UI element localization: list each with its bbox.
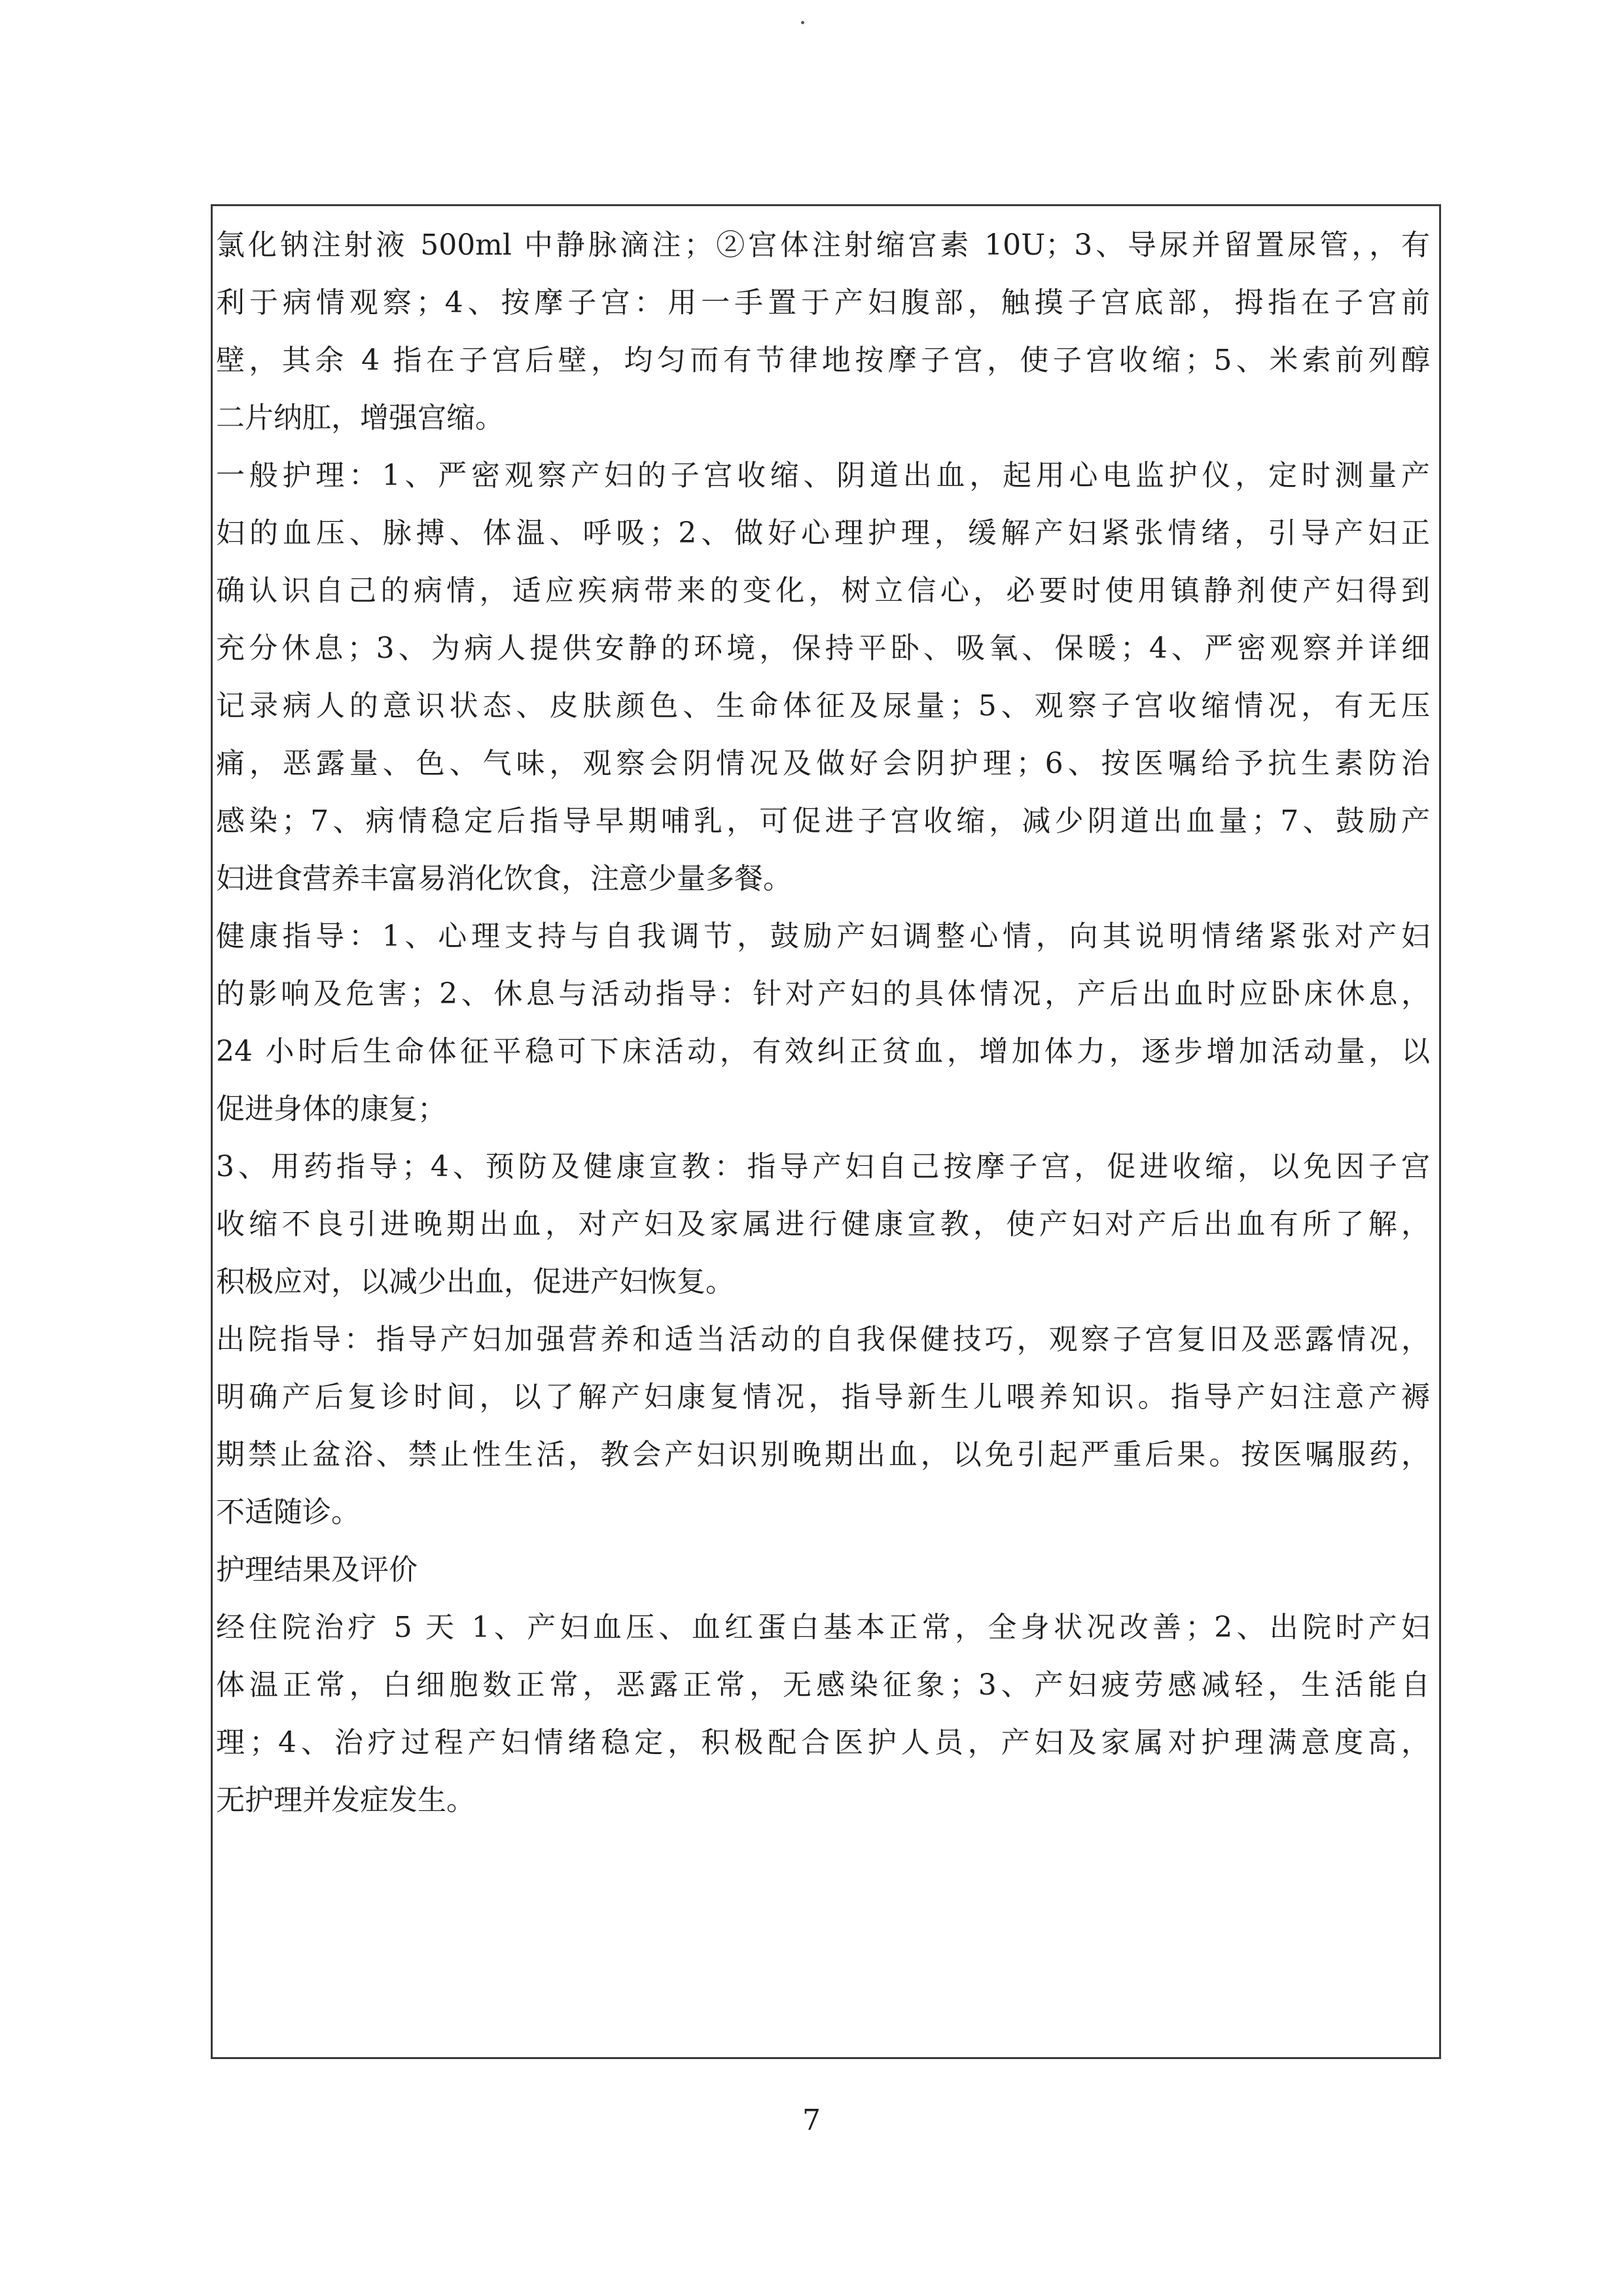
general-care-line: 一般护理：1、严密观察产妇的子宫收缩、阴道出血，起用心电监护仪，定时测量产 — [216, 459, 1430, 492]
text-line: 感染；7、病情稳定后指导早期哺乳，可促进子宫收缩，减少阴道出血量；7、鼓励产 — [216, 804, 1430, 838]
text-line: 促进身体的康复； — [216, 1092, 446, 1126]
text-line: 经住院治疗 5 天 1、产妇血压、血红蛋白基本正常，全身状况改善；2、出院时产妇 — [216, 1611, 1430, 1644]
text-line: 3、用药指导；4、预防及健康宣教：指导产妇自己按摩子宫，促进收缩，以免因子宫 — [216, 1150, 1430, 1183]
text-line: 明确产后复诊时间，以了解产妇康复情况，指导新生儿喂养知识。指导产妇注意产褥 — [216, 1380, 1430, 1414]
text-line: 体温正常，白细胞数正常，恶露正常，无感染征象；3、产妇疲劳感减轻，生活能自 — [216, 1668, 1430, 1702]
text-line: 不适随诊。 — [216, 1496, 360, 1529]
text-line: 二片纳肛，增强宫缩。 — [216, 401, 504, 435]
text-line: 无护理并发症发生。 — [216, 1784, 475, 1817]
text-line: 充分休息；3、为病人提供安静的环境，保持平卧、吸氧、保暖；4、严密观察并详细 — [216, 632, 1430, 665]
page-number: 7 — [802, 2104, 821, 2137]
text-line: 痛，恶露量、色、气味，观察会阴情况及做好会阴护理；6、按医嘱给予抗生素防治 — [216, 747, 1430, 780]
text-line: 期禁止盆浴、禁止性生活，教会产妇识别晚期出血，以免引起严重后果。按医嘱服药， — [216, 1438, 1430, 1471]
text-line: 积极应对，以减少出血，促进产妇恢复。 — [216, 1265, 734, 1299]
text-line: 理；4、治疗过程产妇情绪稳定，积极配合医护人员，产妇及家属对护理满意度高， — [216, 1726, 1430, 1759]
document-body — [216, 217, 1430, 1829]
text-line: 氯化钠注射液 500ml 中静脉滴注；②宫体注射缩宫素 10U；3、导尿并留置尿管，，有 — [216, 228, 1430, 262]
section-heading: 护理结果及评价 — [216, 1553, 418, 1587]
scan-speck — [801, 21, 804, 24]
text-line: 的影响及危害；2、休息与活动指导：针对产妇的具体情况，产后出血时应卧床休息， — [216, 977, 1430, 1011]
discharge-guidance-line: 出院指导：指导产妇加强营养和适当活动的自我保健技巧，观察子宫复旧及恶露情况， — [216, 1323, 1430, 1356]
text-line: 利于病情观察；4、按摩子宫：用一手置于产妇腹部，触摸子宫底部，拇指在子宫前 — [216, 286, 1430, 319]
text-line: 妇的血压、脉搏、体温、呼吸；2、做好心理护理，缓解产妇紧张情绪，引导产妇正 — [216, 516, 1430, 550]
text-line: 确认识自己的病情，适应疾病带来的变化，树立信心，必要时使用镇静剂使产妇得到 — [216, 574, 1430, 607]
text-line: 24 小时后生命体征平稳可下床活动，有效纠正贫血，增加体力，逐步增加活动量，以 — [216, 1035, 1430, 1068]
text-line: 收缩不良引进晚期出血，对产妇及家属进行健康宣教，使产妇对产后出血有所了解， — [216, 1208, 1430, 1241]
health-guidance-line: 健康指导：1、心理支持与自我调节，鼓励产妇调整心情，向其说明情绪紧张对产妇 — [216, 920, 1430, 953]
text-line: 壁，其余 4 指在子宫后壁，均匀而有节律地按摩子宫，使子宫收缩；5、米索前列醇 — [216, 344, 1430, 377]
text-line: 记录病人的意识状态、皮肤颜色、生命体征及尿量；5、观察子宫收缩情况，有无压 — [216, 689, 1430, 723]
text-line: 妇进食营养丰富易消化饮食，注意少量多餐。 — [216, 862, 792, 895]
